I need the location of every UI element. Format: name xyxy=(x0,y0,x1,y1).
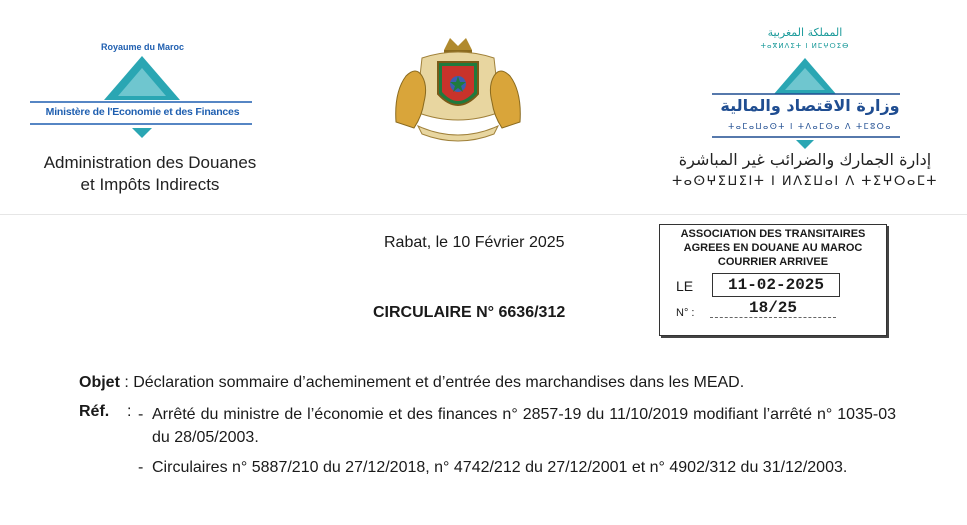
reception-stamp xyxy=(659,224,887,336)
stamp-date-label: LE xyxy=(676,278,694,294)
tifinagh-kingdom-label: ⵜⴰⴳⵍⴷⵉⵜ ⵏ ⵍⵎⵖⵔⵉⴱ xyxy=(760,42,850,50)
ministry-logo-fr xyxy=(20,38,280,198)
circular-title: CIRCULAIRE N° 6636/312 xyxy=(373,304,566,321)
stamp-line-1: ASSOCIATION DES TRANSITAIRES xyxy=(680,228,866,240)
objet-label: Objet xyxy=(79,374,120,391)
reference-dash: - xyxy=(138,459,144,476)
mamlaka-label: المملكة المغربية xyxy=(767,26,843,39)
reference-text: Arrêté du ministre de l’économie et des finances n° 2857-19 du 11/10/2019 modifiant l’arrêté n° 1035-03 du 28/05/2003. xyxy=(152,406,896,446)
stamp-number-label: N° : xyxy=(676,307,695,319)
reference-item xyxy=(138,456,896,479)
reference-text: Circulaires n° 5887/210 du 27/12/2018, n° 4742/212 du 27/12/2001 et n° 4902/312 du 31/12/2003. xyxy=(152,459,848,476)
wizara-label: وزارة الاقتصاد والمالية xyxy=(720,96,900,115)
references-label: Réf. xyxy=(79,403,110,420)
stamp-number: 18/25 xyxy=(710,299,836,318)
idara-label: إدارة الجمارك والضرائب غير المباشرة xyxy=(678,150,932,169)
stamp-line-3: COURRIER ARRIVEE xyxy=(717,256,829,268)
objet-line xyxy=(79,374,744,392)
administration-name-line2: et Impôts Indirects xyxy=(80,175,220,194)
royaume-label: Royaume du Maroc xyxy=(100,42,185,52)
header-separator xyxy=(0,214,967,215)
ministry-emblem-icon xyxy=(20,38,270,148)
stamp-line-2: AGREES EN DOUANE AU MAROC xyxy=(683,242,863,254)
stamp-date: 11-02-2025 xyxy=(712,273,840,297)
references-colon: : xyxy=(127,403,132,420)
reference-dash: - xyxy=(138,406,144,423)
tifinagh-ministry-label: ⵜⴰⵎⴰⵡⴰⵙⵜ ⵏ ⵜⴷⴰⵎⵙⴰ ⴷ ⵜⵎⵓⵔⴰ xyxy=(728,122,892,131)
ministry-name: Ministère de l'Economie et des Finances xyxy=(45,106,240,118)
tifinagh-administration-label: ⵜⴰⵙⵖⵉⵡⵉⵏⵜ ⵏ ⵍⴷⵉⵡⴰⵏ ⴷ ⵜⵉⵖⵔⴰⵎⵜ xyxy=(672,174,938,189)
ministry-logo-ar xyxy=(650,22,960,197)
coat-of-arms-icon xyxy=(388,32,528,142)
reference-item xyxy=(138,403,896,449)
objet-text: : Déclaration sommaire d’acheminement et d’entrée des marchandises dans les MEAD. xyxy=(119,374,745,391)
administration-name-line1: Administration des Douanes xyxy=(43,153,257,172)
date-line: Rabat, le 10 Février 2025 xyxy=(384,234,565,251)
